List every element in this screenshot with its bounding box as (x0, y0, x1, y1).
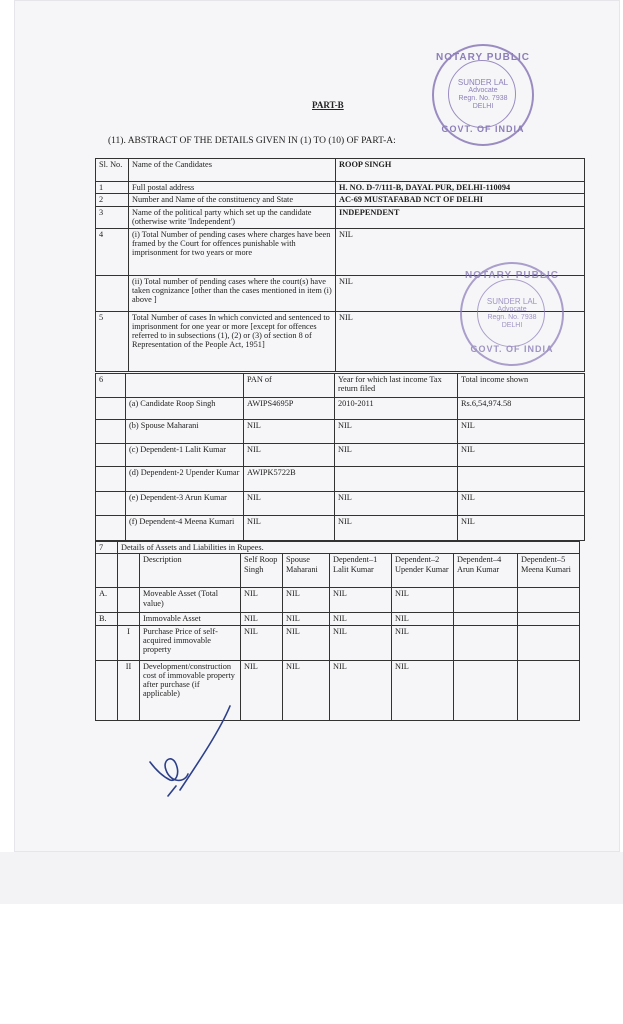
year-cell (335, 467, 458, 492)
desc-cell: Moveable Asset (Total value) (140, 588, 241, 613)
value-cell (518, 613, 580, 625)
value-cell: NIL (392, 588, 454, 613)
value-cell: NIL (336, 275, 585, 311)
table-row (96, 492, 585, 516)
value-cell: NIL (241, 625, 283, 660)
sl-cell: 2 (96, 194, 129, 206)
value-cell: NIL (283, 613, 330, 625)
table-row (96, 625, 580, 660)
label-cell: (a) Candidate Roop Singh (126, 398, 244, 420)
stamp-role: Advocate (497, 306, 527, 314)
value-cell (518, 625, 580, 660)
year-cell: NIL (335, 516, 458, 541)
table-row (96, 159, 585, 182)
part-title: PART-B (312, 100, 344, 110)
value-cell (518, 660, 580, 720)
col-header: Dependent–4 Arun Kumar (454, 554, 518, 588)
desc-header: Description (140, 554, 241, 588)
value-cell: NIL (241, 588, 283, 613)
income-cell: Rs.6,54,974.58 (458, 398, 585, 420)
sub-cell: I (118, 625, 140, 660)
value-cell (518, 588, 580, 613)
label-cell: (e) Dependent-3 Arun Kumar (126, 492, 244, 516)
label-cell (126, 374, 244, 398)
table-row (96, 194, 585, 206)
code-cell (96, 660, 118, 720)
value-cell (454, 588, 518, 613)
signature-icon (140, 700, 250, 810)
pan-cell: NIL (244, 516, 335, 541)
year-cell: NIL (335, 444, 458, 467)
label-cell: Full postal address (129, 182, 336, 194)
income-cell: NIL (458, 444, 585, 467)
table-row (96, 516, 585, 541)
value-cell: NIL (330, 588, 392, 613)
stamp-regn: Regn. No. 7938 (458, 95, 508, 103)
year-cell: NIL (335, 492, 458, 516)
desc-cell: Development/construction cost of immovable property after purchase (if applicable) (140, 660, 241, 720)
value-cell (454, 660, 518, 720)
value-cell (454, 613, 518, 625)
sub-cell (118, 588, 140, 613)
value-cell: NIL (330, 660, 392, 720)
income-cell (458, 467, 585, 492)
notary-stamp (432, 44, 534, 146)
candidate-name-label: Name of the Candidates (129, 159, 336, 182)
sl-header: Sl. No. (96, 159, 129, 182)
year-cell: 2010-2011 (335, 398, 458, 420)
value-cell: NIL (392, 660, 454, 720)
income-cell: NIL (458, 492, 585, 516)
sub-cell (118, 613, 140, 625)
assets-table (95, 541, 580, 721)
value-cell: NIL (336, 228, 585, 275)
label-cell: (c) Dependent-1 Lalit Kumar (126, 444, 244, 467)
income-cell: NIL (458, 420, 585, 444)
year-header: Year for which last income Tax return filed (335, 374, 458, 398)
col-header: Spouse Maharani (283, 554, 330, 588)
value-cell: NIL (330, 613, 392, 625)
value-cell: H. NO. D-7/111-B, DAYAL PUR, DELHI-110094 (336, 182, 585, 194)
col-header: Dependent–5 Meena Kumari (518, 554, 580, 588)
table-row (96, 467, 585, 492)
sl-cell: 4 (96, 228, 129, 275)
scan-margin (0, 852, 623, 904)
label-cell: (d) Dependent-2 Upender Kumar (126, 467, 244, 492)
label-cell: Name of the political party which set up the candidate (otherwise write 'Independent') (129, 206, 336, 228)
label-cell: (f) Dependent-4 Meena Kumari (126, 516, 244, 541)
stamp-bottom-text: GOVT. OF INDIA (470, 344, 554, 354)
col-header: Self Roop Singh (241, 554, 283, 588)
label-cell: (i) Total Number of pending cases where charges have been framed by the Court for offences punishable with imprisonment for two years or more (129, 228, 336, 275)
col-header: Dependent–1 Lalit Kumar (330, 554, 392, 588)
table-row (96, 588, 580, 613)
table-row (96, 613, 580, 625)
value-cell: NIL (330, 625, 392, 660)
code-cell (96, 625, 118, 660)
pan-cell: NIL (244, 420, 335, 444)
col-header: Dependent–2 Upender Kumar (392, 554, 454, 588)
value-cell: NIL (241, 660, 283, 720)
value-cell: AC-69 MUSTAFABAD NCT OF DELHI (336, 194, 585, 206)
table-row (96, 444, 585, 467)
table-row (96, 542, 580, 554)
value-cell: NIL (392, 613, 454, 625)
stamp-name: SUNDER LAL (457, 78, 509, 87)
pan-cell: NIL (244, 444, 335, 467)
value-cell: NIL (283, 660, 330, 720)
label-cell: (b) Spouse Maharani (126, 420, 244, 444)
value-cell (454, 625, 518, 660)
income-header: Total income shown (458, 374, 585, 398)
code-cell: B. (96, 613, 118, 625)
income-cell: NIL (458, 516, 585, 541)
candidate-name: ROOP SINGH (336, 159, 585, 182)
sl-cell: 5 (96, 311, 129, 371)
table-row (96, 182, 585, 194)
stamp-bottom-text: GOVT. OF INDIA (441, 124, 525, 134)
year-cell: NIL (335, 420, 458, 444)
sl-cell: 6 (96, 374, 126, 398)
sl-cell (96, 275, 129, 311)
table-row (96, 374, 585, 398)
value-cell: NIL (392, 625, 454, 660)
desc-cell: Purchase Price of self-acquired immovable property (140, 625, 241, 660)
value-cell: NIL (283, 588, 330, 613)
table-row (96, 206, 585, 228)
label-cell: Number and Name of the constituency and State (129, 194, 336, 206)
stamp-city: DELHI (472, 103, 494, 111)
pan-cell: NIL (244, 492, 335, 516)
code-cell: A. (96, 588, 118, 613)
stamp-city: DELHI (501, 322, 523, 330)
stamp-top-text: NOTARY PUBLIC (465, 270, 559, 281)
label-cell: (ii) Total number of pending cases where the court(s) have taken cognizance [other than the cases mentioned in item (i) above ] (129, 275, 336, 311)
stamp-top-text: NOTARY PUBLIC (436, 52, 530, 63)
pan-cell: AWIPS4695P (244, 398, 335, 420)
desc-cell: Immovable Asset (140, 613, 241, 625)
notary-stamp-2 (460, 262, 564, 366)
stamp-regn: Regn. No. 7938 (487, 314, 537, 322)
income-table (95, 373, 585, 541)
value-cell: NIL (336, 311, 585, 371)
table-row (96, 420, 585, 444)
sl-cell: 7 (96, 542, 118, 554)
table-row (96, 554, 580, 588)
table-row (96, 398, 585, 420)
label-cell: Total Number of cases In which convicted and sentenced to imprisonment for one year or more [except for offences referred to in subsections (1), (2) or (3) of section 8 of Representation of the People Act, 1951] (129, 311, 336, 371)
stamp-role: Advocate (468, 87, 498, 95)
stamp-name: SUNDER LAL (486, 297, 538, 306)
assets-title: Details of Assets and Liabilities in Rupees. (118, 542, 580, 554)
abstract-heading: (11). ABSTRACT OF THE DETAILS GIVEN IN (1) TO (10) OF PART-A: (108, 136, 396, 146)
value-cell: NIL (241, 613, 283, 625)
value-cell: NIL (283, 625, 330, 660)
sub-cell: II (118, 660, 140, 720)
sl-cell: 3 (96, 206, 129, 228)
pan-header: PAN of (244, 374, 335, 398)
pan-cell: AWIPK5722B (244, 467, 335, 492)
sl-cell: 1 (96, 182, 129, 194)
value-cell: INDEPENDENT (336, 206, 585, 228)
